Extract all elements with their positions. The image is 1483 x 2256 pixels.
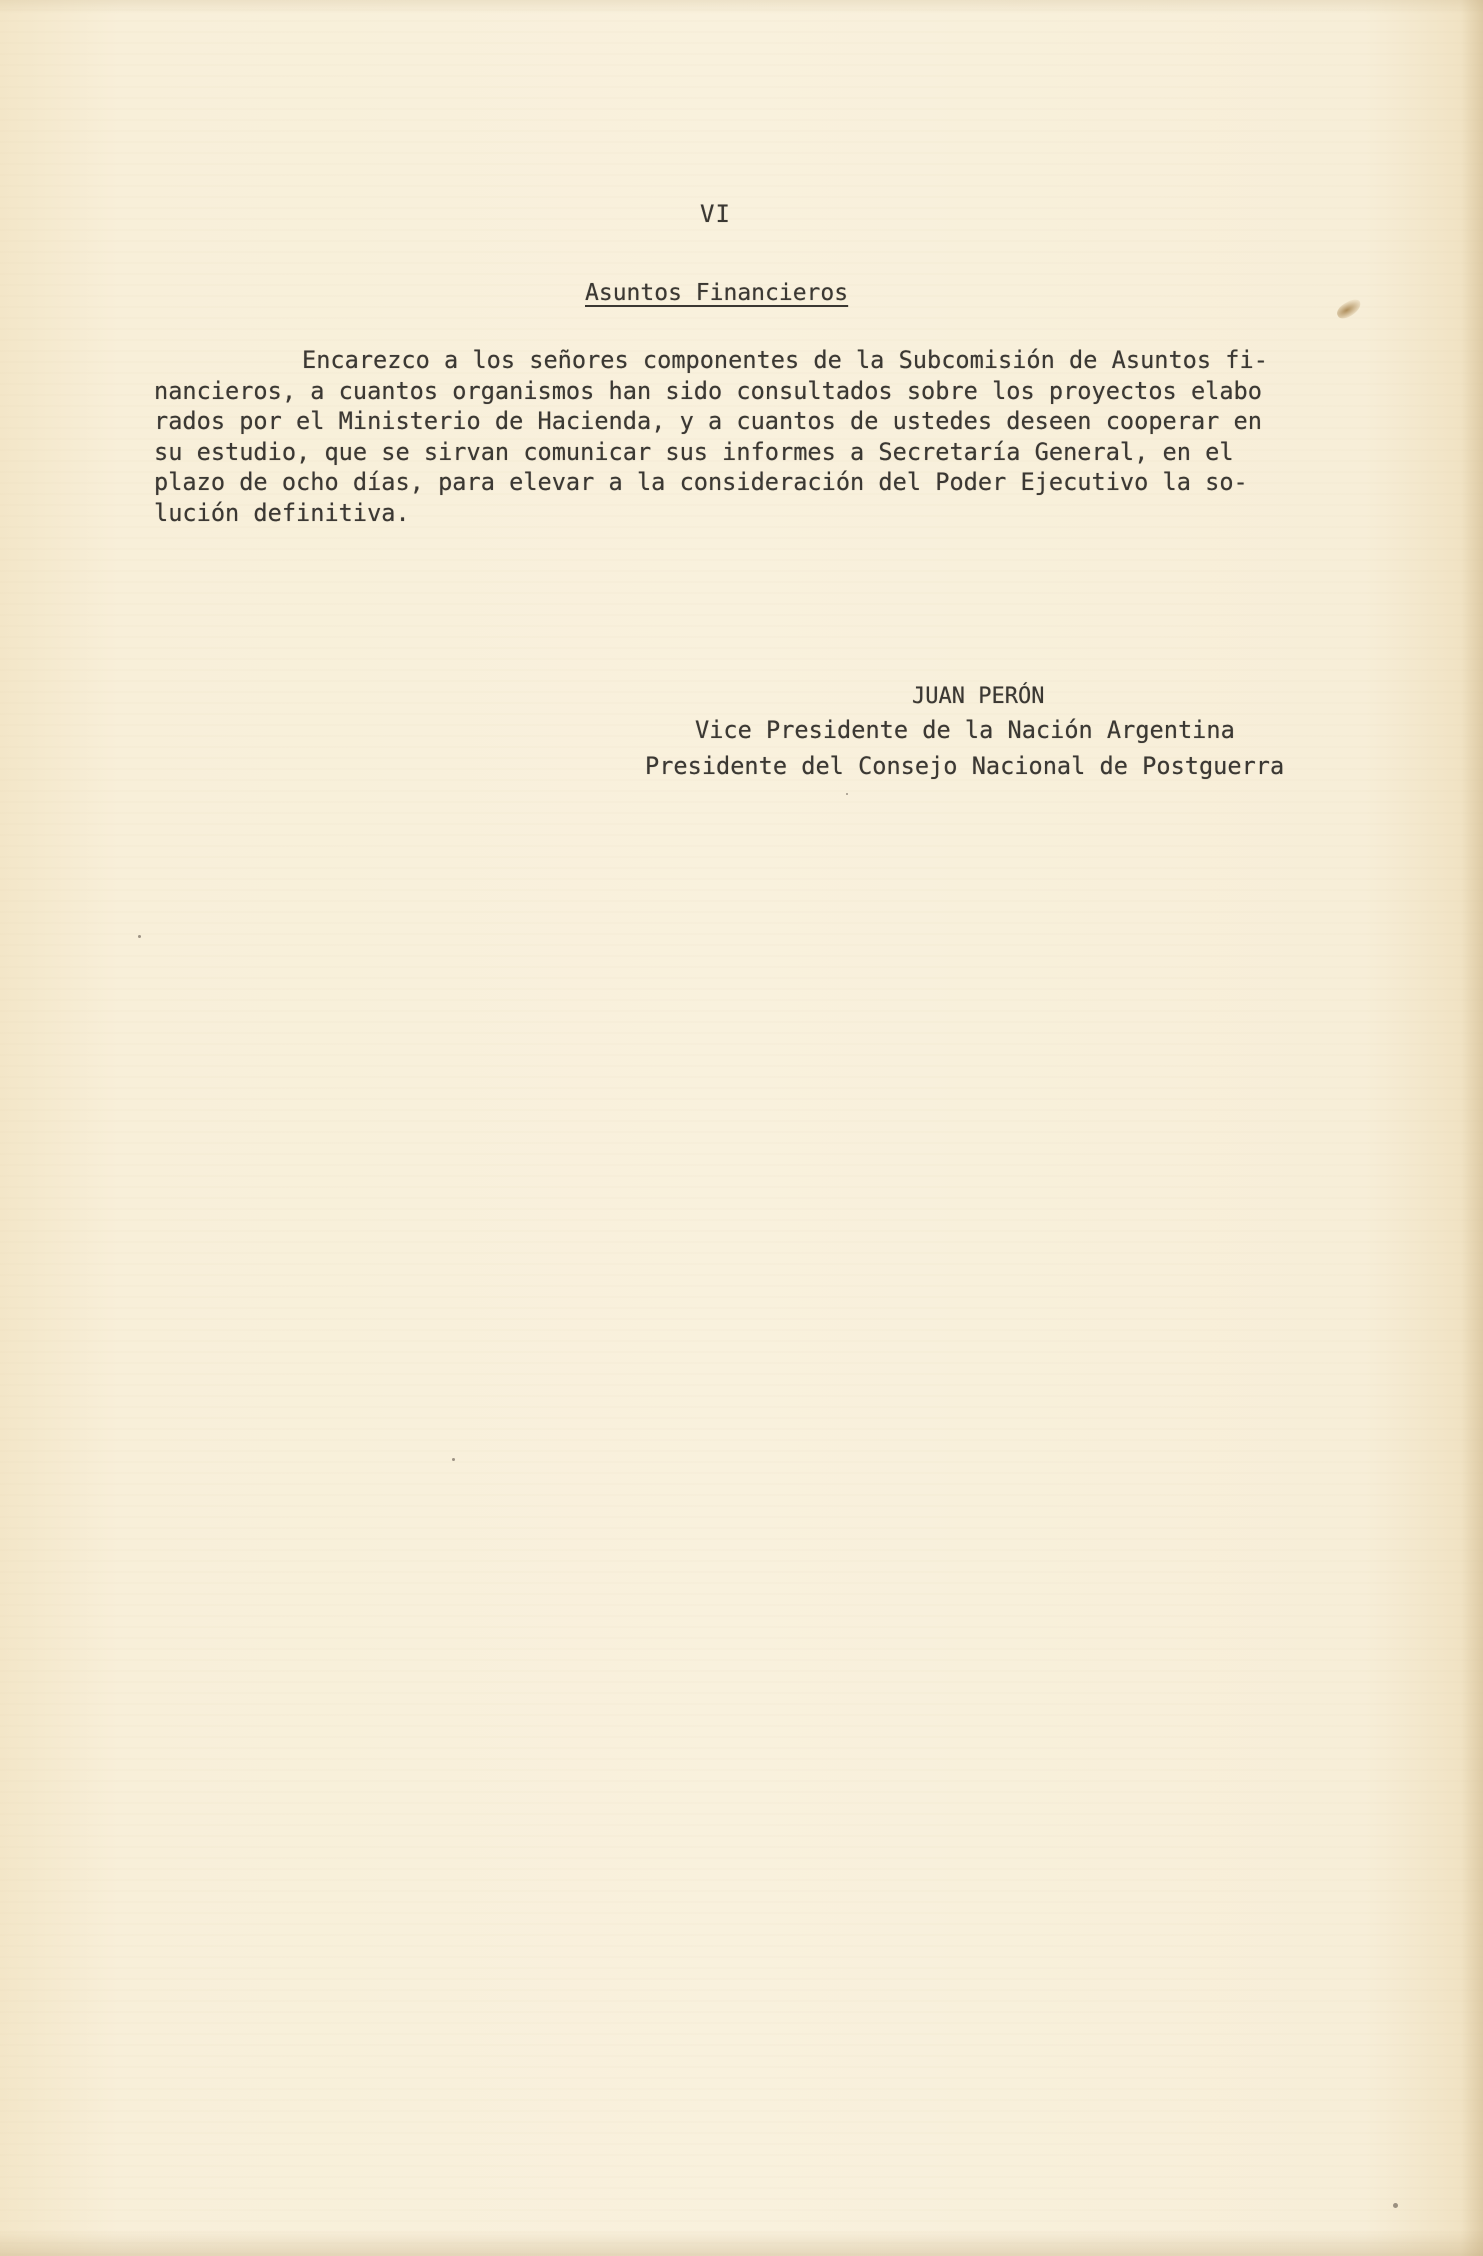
paragraph-line: nancieros, a cuantos organismos han sido consultados sobre los proyectos elabo xyxy=(154,376,1262,405)
paper-edge-top xyxy=(0,0,1483,14)
paragraph-line: rados por el Ministerio de Hacienda, y a cuantos de ustedes deseen cooperar en xyxy=(154,407,1262,435)
section-number: VI xyxy=(700,200,731,228)
signature-title-vice-president: Vice Presidente de la Nación Argentina xyxy=(695,716,1235,744)
paragraph-line: Encarezco a los señores componentes de la Subcomisión de Asuntos fi- xyxy=(302,346,1268,374)
paper-speck xyxy=(452,1458,455,1461)
paper-stain xyxy=(1334,297,1364,322)
paper-speck xyxy=(846,793,848,795)
paper-edge-right xyxy=(1461,0,1483,2256)
signature-title-council-president: Presidente del Consejo Nacional de Postguerra xyxy=(645,752,1285,780)
paragraph-line: lución definitiva. xyxy=(154,498,410,527)
section-title: Asuntos Financieros xyxy=(585,280,849,306)
body-paragraph xyxy=(152,345,1442,528)
paragraph-line: plazo de ocho días, para elevar a la consideración del Poder Ejecutivo la so- xyxy=(154,468,1248,496)
paper-edge-bottom xyxy=(0,2230,1483,2256)
signature-name: JUAN PERÓN xyxy=(912,684,1045,709)
paper-speck xyxy=(1393,2203,1398,2208)
paper-speck xyxy=(138,935,141,938)
paragraph-line: su estudio, que se sirvan comunicar sus informes a Secretaría General, en el xyxy=(154,437,1234,466)
